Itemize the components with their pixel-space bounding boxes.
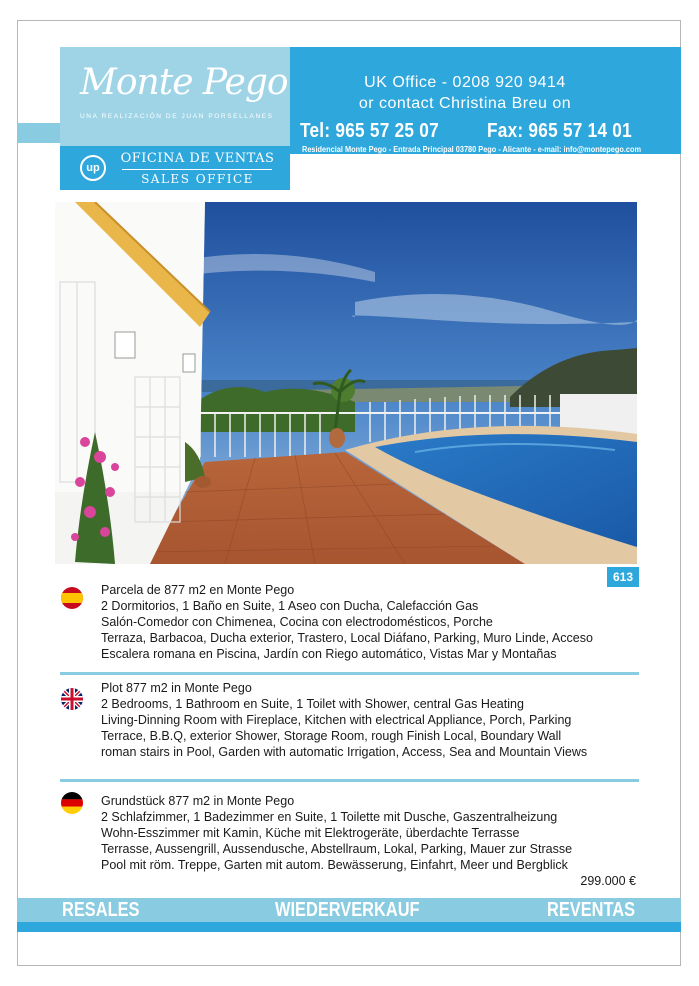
germany-flag-icon bbox=[61, 792, 83, 814]
listing-de-line: Terrasse, Aussengrill, Aussendusche, Abstellraum, Lokal, Parking, Mauer zur Strasse bbox=[101, 842, 573, 856]
listing-en-line: Terrace, B.B.Q, exterior Shower, Storage Room, rough Finish Local, Boundary Wall bbox=[101, 729, 562, 743]
listing-de-line: 2 Schlafzimmer, 1 Badezimmer en Suite, 1 Toilette mit Dusche, Gaszentralheizung bbox=[101, 810, 558, 824]
logo-name: Monte Pego bbox=[80, 62, 288, 103]
listing-en-line: roman stairs in Pool, Garden with automatic Irrigation, Access, Sea and Mountain Views bbox=[101, 745, 588, 759]
header-band-left bbox=[17, 123, 62, 143]
office-label-en: SALES OFFICE bbox=[141, 172, 254, 186]
listing-es-line: Salón-Comedor con Chimenea, Cocina con electrodomésticos, Porche bbox=[101, 615, 493, 629]
listing-en bbox=[101, 680, 641, 760]
spain-flag-icon bbox=[61, 587, 83, 609]
address: Residencial Monte Pego - Entrada Principal 03780 Pego - Alicante - e-mail: info@montepego.com bbox=[302, 145, 641, 154]
listing-en-line: Living-Dinning Room with Fireplace, Kitchen with electrical Appliance, Porch, Parking bbox=[101, 713, 572, 727]
reference-badge: 613 bbox=[607, 567, 639, 587]
footer-resales: RESALES bbox=[62, 899, 140, 921]
uk-flag-icon bbox=[61, 688, 83, 710]
listing-de-line: Grundstück 877 m2 in Monte Pego bbox=[101, 794, 295, 808]
fax: Fax: 965 57 14 01 bbox=[487, 120, 632, 142]
listing-en-line: 2 Bedrooms, 1 Bathroom en Suite, 1 Toilet with Shower, central Gas Heating bbox=[101, 697, 524, 711]
listing-es-line: 2 Dormitorios, 1 Baño en Suite, 1 Aseo con Ducha, Calefacción Gas bbox=[101, 599, 479, 613]
footer-band-dark bbox=[17, 922, 681, 932]
listing-es-line: Escalera romana en Piscina, Jardín con Riego automático, Vistas Mar y Montañas bbox=[101, 647, 557, 661]
listing-es bbox=[101, 582, 641, 662]
up-emblem-icon: up bbox=[80, 155, 106, 181]
listing-de-line: Pool mit röm. Treppe, Garten mit autom. Bewässerung, Einfahrt, Meer und Bergblick bbox=[101, 858, 568, 872]
section-divider bbox=[60, 779, 639, 782]
listing-es-line: Terraza, Barbacoa, Ducha exterior, Trastero, Local Diáfano, Parking, Muro Linde, Acceso bbox=[101, 631, 593, 645]
office-divider bbox=[122, 169, 272, 170]
footer-reventas: REVENTAS bbox=[547, 899, 636, 921]
listing-de-line: Wohn-Esszimmer mit Kamin, Küche mit Elektrogeräte, überdachte Terrasse bbox=[101, 826, 520, 840]
office-label-es: OFICINA DE VENTAS bbox=[120, 151, 275, 166]
listing-en-line: Plot 877 m2 in Monte Pego bbox=[101, 681, 252, 695]
listing-es-line: Parcela de 877 m2 en Monte Pego bbox=[101, 583, 295, 597]
footer-wiederverkauf: WIEDERVERKAUF bbox=[275, 899, 420, 921]
property-photo bbox=[55, 202, 637, 564]
contact-line: or contact Christina Breu on bbox=[358, 95, 572, 112]
listing-de bbox=[101, 793, 641, 873]
telephone: Tel: 965 57 25 07 bbox=[300, 120, 439, 142]
logo-tagline: UNA REALIZACIÓN DE JUAN PORSELLANES bbox=[80, 113, 274, 120]
uk-office: UK Office - 0208 920 9414 bbox=[364, 74, 566, 91]
section-divider bbox=[60, 672, 639, 675]
price: 299.000 € bbox=[580, 874, 636, 888]
